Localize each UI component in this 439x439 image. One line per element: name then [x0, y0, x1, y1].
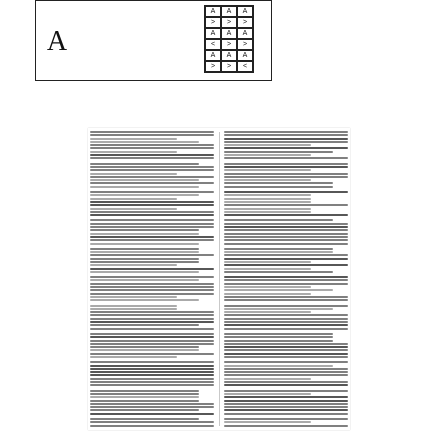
- text-line: [90, 346, 199, 348]
- text-line: [224, 223, 348, 225]
- text-line: [90, 157, 214, 159]
- text-line: [224, 321, 348, 323]
- grid-cell: A: [221, 50, 237, 61]
- text-line: [90, 400, 199, 402]
- text-line: [90, 182, 214, 184]
- text-line: [90, 286, 214, 288]
- text-line: [224, 208, 311, 210]
- text-line: [90, 239, 214, 241]
- text-line: [90, 147, 214, 149]
- text-line: [224, 186, 333, 188]
- big-letter-icon: A: [46, 26, 68, 57]
- text-line: [90, 271, 199, 273]
- text-line: [224, 144, 311, 146]
- text-line: [224, 147, 348, 149]
- text-line: [90, 365, 214, 367]
- text-line: [90, 336, 214, 338]
- text-line: [224, 261, 311, 263]
- grid-cell: >: [237, 39, 253, 50]
- text-line: [224, 268, 311, 270]
- grid-cell: A: [205, 50, 221, 61]
- text-line: [90, 176, 214, 178]
- text-line: [90, 226, 214, 228]
- document-column-right: [224, 131, 348, 427]
- text-line: [224, 409, 348, 411]
- grid-cell: A: [221, 28, 237, 39]
- text-line: [224, 421, 311, 423]
- text-line: [224, 163, 348, 165]
- text-line: [224, 353, 348, 355]
- text-line: [224, 425, 348, 427]
- text-line: [90, 141, 199, 143]
- text-line: [90, 201, 214, 203]
- text-line: [90, 144, 214, 146]
- text-line: [224, 138, 348, 140]
- text-line: [90, 214, 214, 216]
- text-line: [90, 421, 214, 423]
- grid-cell: >: [221, 61, 237, 72]
- text-line: [224, 229, 348, 231]
- text-line: [90, 403, 214, 405]
- text-line: [90, 151, 177, 153]
- text-line: [90, 166, 214, 168]
- text-line: [224, 276, 348, 278]
- text-line: [90, 154, 214, 156]
- text-line: [90, 418, 199, 420]
- grid-cell: >: [205, 61, 221, 72]
- text-line: [224, 279, 348, 281]
- text-line: [90, 264, 177, 266]
- text-line: [224, 293, 311, 295]
- text-line: [90, 381, 214, 383]
- text-line: [90, 163, 199, 165]
- text-line: [224, 406, 348, 408]
- text-line: [224, 248, 333, 250]
- text-line: [90, 223, 214, 225]
- document-column-left: [90, 131, 214, 427]
- text-line: [224, 336, 333, 338]
- text-line: [224, 371, 348, 373]
- text-line: [224, 305, 348, 307]
- text-line: [224, 154, 311, 156]
- text-line: [224, 311, 311, 313]
- text-line: [90, 318, 214, 320]
- text-line: [90, 131, 214, 133]
- text-line: [90, 343, 214, 345]
- text-line: [90, 293, 214, 295]
- text-line: [224, 271, 333, 273]
- text-line: [90, 324, 199, 326]
- text-line: [90, 276, 214, 278]
- text-line: [224, 346, 348, 348]
- grid-cell: A: [221, 6, 237, 17]
- text-line: [224, 194, 311, 196]
- text-line: [90, 371, 214, 373]
- text-line: [224, 219, 333, 221]
- text-line: [224, 286, 311, 288]
- text-line: [90, 251, 199, 253]
- text-line: [90, 243, 199, 245]
- text-line: [224, 418, 348, 420]
- text-line: [90, 219, 214, 221]
- text-line: [224, 141, 348, 143]
- grid-cell: >: [221, 17, 237, 28]
- text-line: [90, 236, 214, 238]
- text-line: [90, 311, 214, 313]
- text-line: [224, 211, 311, 213]
- text-line: [90, 186, 199, 188]
- text-line: [90, 229, 199, 231]
- text-line: [90, 299, 199, 301]
- text-line: [224, 157, 348, 159]
- text-line: [90, 254, 214, 256]
- text-line: [90, 308, 177, 310]
- text-line: [224, 384, 348, 386]
- text-line: [224, 324, 348, 326]
- grid-cell: <: [237, 61, 253, 72]
- text-line: [90, 314, 214, 316]
- text-line: [224, 258, 348, 260]
- text-line: [90, 233, 199, 235]
- text-line: [90, 204, 214, 206]
- text-line: [90, 396, 199, 398]
- document-preview: [88, 128, 350, 430]
- text-line: [90, 406, 214, 408]
- text-line: [224, 381, 348, 383]
- text-line: [90, 356, 177, 358]
- text-line: [224, 243, 348, 245]
- text-line: [90, 211, 214, 213]
- text-line: [224, 393, 311, 395]
- text-line: [90, 248, 199, 250]
- grid-cell: >: [205, 17, 221, 28]
- text-line: [90, 268, 214, 270]
- text-line: [224, 182, 333, 184]
- text-line: [224, 318, 348, 320]
- text-line: [90, 305, 177, 307]
- text-line: [224, 343, 348, 345]
- text-line: [224, 333, 333, 335]
- text-line: [90, 258, 199, 260]
- text-line: [224, 403, 348, 405]
- text-line: [90, 340, 214, 342]
- text-line: [224, 214, 348, 216]
- text-line: [90, 279, 199, 281]
- text-line: [90, 409, 199, 411]
- app-icon-panel: [35, 0, 272, 81]
- text-line: [90, 134, 214, 136]
- text-line: [90, 425, 214, 427]
- grid-cell: >: [237, 17, 253, 28]
- text-line: [224, 340, 333, 342]
- text-line: [224, 179, 311, 181]
- text-line: [90, 328, 214, 330]
- text-line: [224, 314, 348, 316]
- text-line: [224, 328, 348, 330]
- text-line: [224, 198, 311, 200]
- text-line: [224, 378, 311, 380]
- text-line: [224, 289, 333, 291]
- text-line: [90, 173, 177, 175]
- text-line: [90, 390, 199, 392]
- text-line: [90, 368, 214, 370]
- grid-cell: A: [237, 50, 253, 61]
- text-line: [224, 233, 348, 235]
- text-line: [90, 361, 214, 363]
- text-line: [224, 400, 348, 402]
- text-line: [90, 194, 199, 196]
- text-line: [224, 299, 348, 301]
- grid-cell: >: [221, 39, 237, 50]
- text-line: [224, 166, 348, 168]
- text-line: [224, 368, 348, 370]
- text-line: [90, 198, 177, 200]
- text-line: [224, 390, 348, 392]
- text-line: [224, 349, 348, 351]
- text-line: [90, 384, 214, 386]
- text-line: [224, 191, 348, 193]
- text-line: [224, 176, 348, 178]
- text-line: [224, 308, 333, 310]
- text-line: [90, 378, 214, 380]
- text-line: [224, 236, 348, 238]
- text-line: [224, 169, 311, 171]
- text-line: [224, 356, 348, 358]
- text-line: [224, 413, 348, 415]
- text-line: [90, 413, 214, 415]
- text-line: [224, 251, 333, 253]
- text-line: [224, 254, 348, 256]
- text-line: [224, 131, 348, 133]
- text-line: [224, 296, 348, 298]
- text-line: [90, 208, 177, 210]
- text-line: [224, 264, 348, 266]
- grid-cell: A: [237, 6, 253, 17]
- text-line: [224, 361, 348, 363]
- text-line: [90, 138, 177, 140]
- text-line: [90, 289, 214, 291]
- text-line: [224, 151, 333, 153]
- text-line: [90, 296, 177, 298]
- text-line: [90, 169, 214, 171]
- grid-cell: A: [205, 6, 221, 17]
- text-line: [224, 226, 348, 228]
- text-line: [90, 179, 199, 181]
- text-line: [90, 374, 214, 376]
- grid-cell: A: [237, 28, 253, 39]
- text-line: [90, 321, 214, 323]
- text-line: [90, 353, 214, 355]
- letter-grid: [204, 5, 254, 73]
- text-line: [224, 134, 348, 136]
- text-line: [224, 173, 348, 175]
- text-line: [224, 204, 348, 206]
- column-divider: [219, 132, 220, 426]
- text-line: [90, 333, 214, 335]
- text-line: [224, 396, 348, 398]
- text-line: [224, 365, 333, 367]
- text-line: [90, 191, 214, 193]
- text-line: [224, 283, 348, 285]
- text-line: [224, 201, 311, 203]
- text-line: [224, 374, 348, 376]
- text-line: [90, 261, 199, 263]
- text-line: [90, 283, 214, 285]
- text-line: [224, 239, 348, 241]
- text-line: [90, 393, 199, 395]
- text-line: [90, 349, 199, 351]
- grid-cell: <: [205, 39, 221, 50]
- grid-cell: A: [205, 28, 221, 39]
